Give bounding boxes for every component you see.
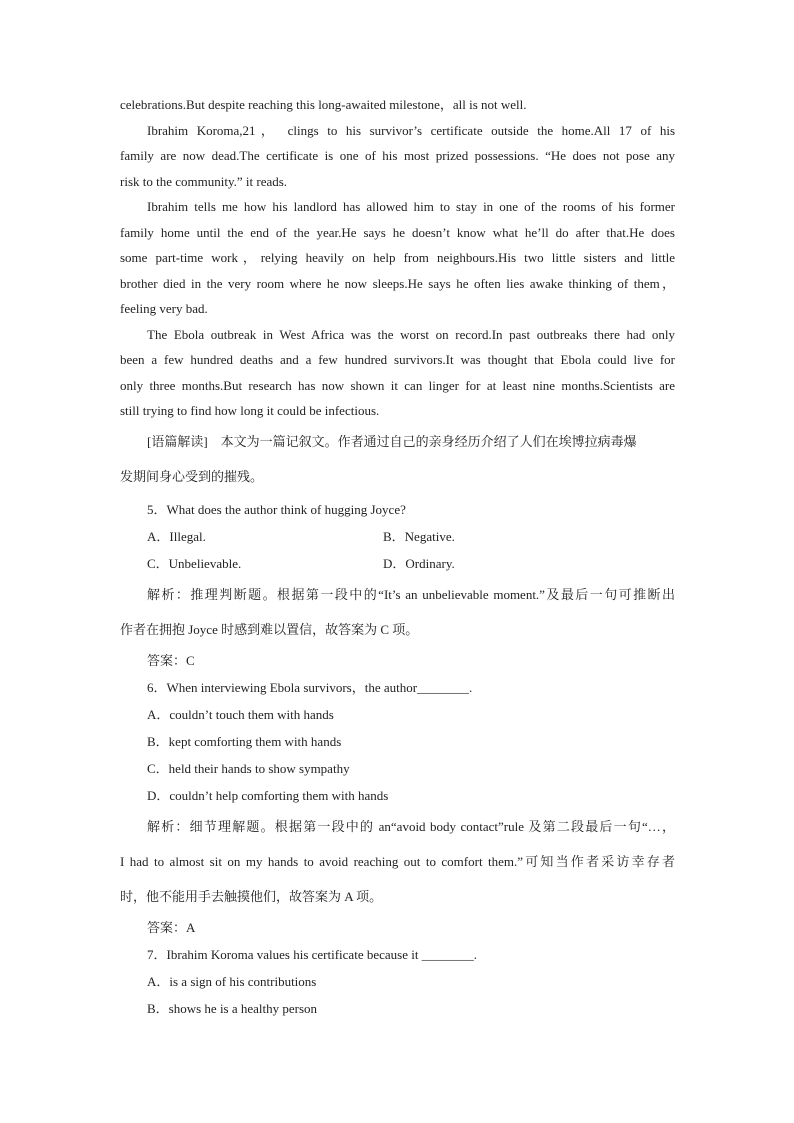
- question-6-option-b: B．kept comforting them with hands: [147, 733, 342, 749]
- question-6-explanation-line-2: I had to almost sit on my hands to avoid reaching out to comfort them.”可知当作者采访幸存者: [120, 853, 675, 869]
- question-6-option-a: A．couldn’t touch them with hands: [147, 706, 334, 722]
- passage-paragraph-3-line-5: feeling very bad.: [120, 301, 208, 316]
- document-body: [120, 92, 675, 1022]
- question-5-options-row-1: [120, 523, 675, 550]
- discourse-analysis-line-1: [语篇解读] 本文为一篇记叙文。作者通过自己的亲身经历介绍了人们在埃博拉病毒爆: [147, 433, 637, 449]
- question-6-option-d: D．couldn’t help comforting them with hands: [147, 787, 389, 803]
- question-7-option-a: A．is a sign of his contributions: [147, 973, 317, 989]
- question-6-explanation-line-3: 时，他不能用手去触摸他们，故答案为 A 项。: [120, 888, 383, 904]
- passage-paragraph-2-line-1: Ibrahim Koroma,21， clings to his survivor’s certificate outside the home.All 17 of his: [147, 122, 675, 138]
- question-6-explanation-line-1: 解析：细节理解题。根据第一段中的 an“avoid body contact”rule 及第二段最后一句“…，: [147, 818, 675, 834]
- question-5-explanation-line-2: 作者在拥抱 Joyce 时感到难以置信，故答案为 C 项。: [120, 621, 419, 637]
- passage-paragraph-3-line-2: family home until the end of the year.He says he doesn’t know what he’ll do after that.He does: [120, 224, 675, 240]
- passage-paragraph-3-line-4: brother died in the very room where he now sleeps.He says he often lies awake thinking of them，: [120, 275, 675, 291]
- passage-paragraph-2-line-2: family are now dead.The certificate is one of his most prized possessions. “He does not pose any: [120, 148, 675, 163]
- passage-paragraph-4-line-1: The Ebola outbreak in West Africa was the worst on record.In past outbreaks there had only: [147, 326, 675, 342]
- question-5-answer: 答案：C: [147, 652, 195, 668]
- question-5-stem: 5．What does the author think of hugging Joyce?: [147, 501, 406, 517]
- question-6-answer: 答案：A: [147, 919, 196, 935]
- discourse-analysis-line-2: 发期间身心受到的摧残。: [120, 468, 264, 484]
- question-7-stem: 7．Ibrahim Koroma values his certificate because it ________.: [147, 946, 477, 962]
- passage-paragraph-1-end: celebrations.But despite reaching this long-awaited milestone，all is not well.: [120, 97, 527, 112]
- passage-paragraph-2-line-3: risk to the community.” it reads.: [120, 173, 288, 189]
- question-5-options-row-2: [120, 550, 675, 577]
- question-5-option-a: A．Illegal.: [147, 528, 206, 544]
- question-5-option-c: C．Unbelievable.: [147, 555, 242, 571]
- question-7-option-b: B．shows he is a healthy person: [147, 1000, 318, 1016]
- passage-paragraph-4-line-3: only three months.But research has now shown it can linger for at least nine months.Scientists are: [120, 377, 675, 393]
- question-6-option-c: C．held their hands to show sympathy: [147, 760, 350, 776]
- question-5-option-d: D．Ordinary.: [383, 555, 455, 571]
- passage-paragraph-3-line-3: some part-time work，relying heavily on help from neighbours.His two little sisters and little: [120, 250, 675, 265]
- passage-paragraph-3-line-1: Ibrahim tells me how his landlord has allowed him to stay in one of the rooms of his former: [147, 199, 675, 214]
- question-6-stem: 6．When interviewing Ebola survivors，the author________.: [147, 679, 473, 695]
- question-5-explanation-line-1: 解析：推理判断题。根据第一段中的“It’s an unbelievable moment.”及最后一句可推断出: [147, 586, 675, 602]
- passage-paragraph-4-line-2: been a few hundred deaths and a few hundred survivors.It was thought that Ebola could live for: [120, 352, 675, 367]
- passage-paragraph-4-line-4: still trying to find how long it could be infectious.: [120, 403, 380, 418]
- question-5-option-b: B．Negative.: [383, 528, 455, 544]
